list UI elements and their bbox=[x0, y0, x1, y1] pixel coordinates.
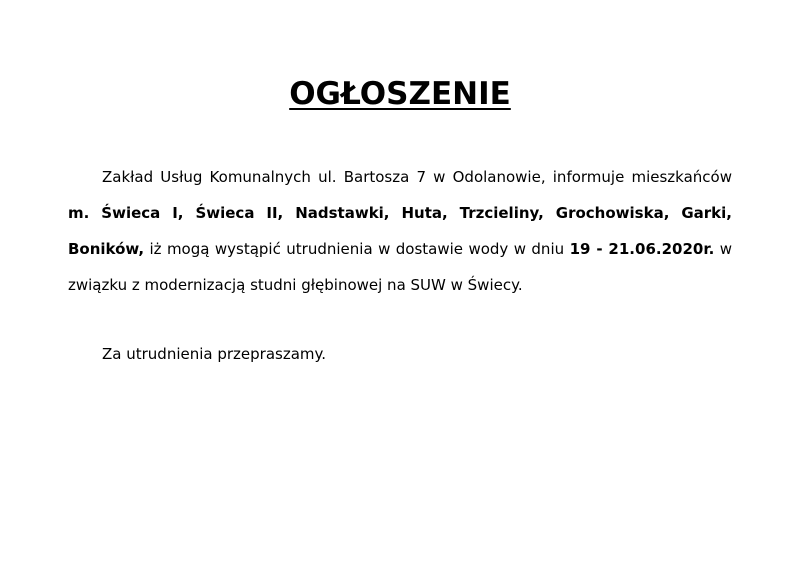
paragraph-middle: iż mogą wystąpić utrudnienia w dostawie wody w dniu bbox=[144, 240, 570, 258]
paragraph-intro: Zakład Usług Komunalnych ul. Bartosza 7 w Odolanowie, informuje mieszkańców bbox=[102, 168, 732, 186]
announcement-body bbox=[68, 159, 732, 303]
outage-dates: 19 - 21.06.2020r. bbox=[569, 240, 715, 258]
paragraph-ending: w związku z modernizacją studni głębinowej na SUW w Świecy. bbox=[68, 240, 732, 294]
document-title-text: OGŁOSZENIE bbox=[289, 76, 511, 112]
apology-paragraph: Za utrudnienia przepraszamy. bbox=[102, 345, 327, 363]
localities-list: m. Świeca I, Świeca II, Nadstawki, Huta, Trzcieliny, Grochowiska, Garki, Boników, bbox=[68, 204, 732, 258]
announcement-paragraph bbox=[68, 159, 732, 303]
document-title bbox=[0, 74, 800, 114]
